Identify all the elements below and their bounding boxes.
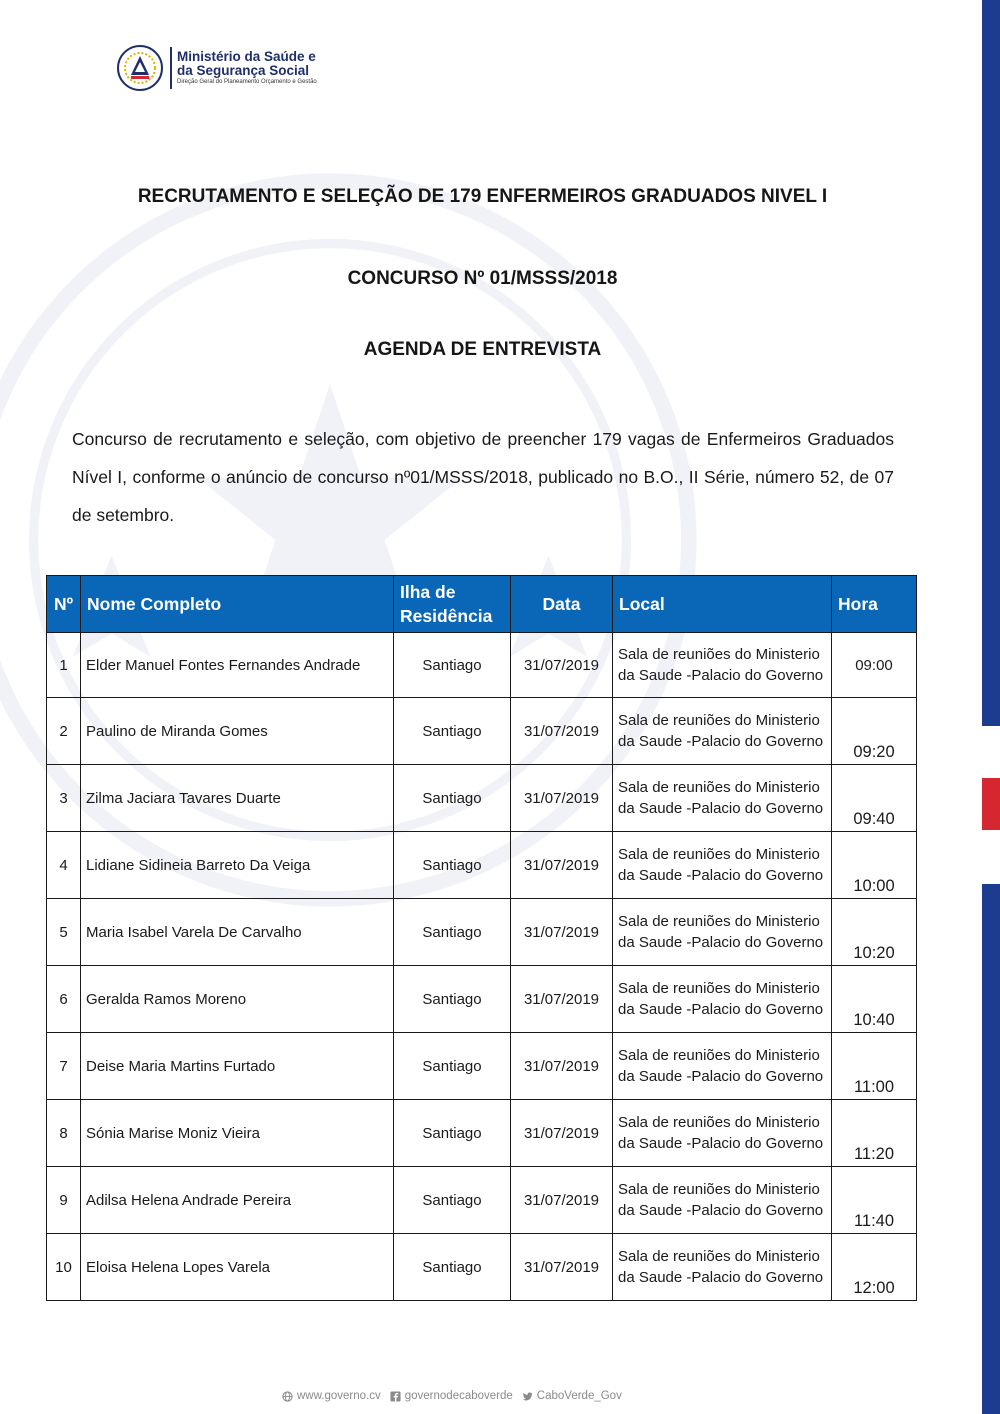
row-number: 7 xyxy=(47,1033,81,1100)
row-date: 31/07/2019 xyxy=(511,1100,613,1167)
header-ilha: Ilha de Residência xyxy=(394,576,511,633)
row-time: 10:20 xyxy=(832,899,917,966)
table-row xyxy=(47,633,917,698)
row-name: Paulino de Miranda Gomes xyxy=(81,698,394,765)
logo-text xyxy=(177,50,317,87)
row-island: Santiago xyxy=(394,1033,511,1100)
facebook-icon xyxy=(390,1391,401,1402)
row-time: 11:20 xyxy=(832,1100,917,1167)
row-island: Santiago xyxy=(394,899,511,966)
row-date: 31/07/2019 xyxy=(511,1234,613,1301)
row-location: Sala de reuniões do Ministerio da Saude -Palacio do Governo xyxy=(613,1100,832,1167)
table-row xyxy=(47,765,917,832)
side-bar-blue-top xyxy=(982,0,1000,726)
row-island: Santiago xyxy=(394,698,511,765)
row-name: Sónia Marise Moniz Vieira xyxy=(81,1100,394,1167)
row-date: 31/07/2019 xyxy=(511,1167,613,1234)
row-location: Sala de reuniões do Ministerio da Saude -Palacio do Governo xyxy=(613,832,832,899)
header-local: Local xyxy=(613,576,832,633)
row-date: 31/07/2019 xyxy=(511,966,613,1033)
row-name: Maria Isabel Varela De Carvalho xyxy=(81,899,394,966)
table-row xyxy=(47,966,917,1033)
row-number: 5 xyxy=(47,899,81,966)
row-island: Santiago xyxy=(394,832,511,899)
row-name: Geralda Ramos Moreno xyxy=(81,966,394,1033)
header-hora: Hora xyxy=(832,576,917,633)
row-time: 12:00 xyxy=(832,1234,917,1301)
row-location: Sala de reuniões do Ministerio da Saude -Palacio do Governo xyxy=(613,899,832,966)
concurso-title: CONCURSO Nº 01/MSSS/2018 xyxy=(347,268,618,289)
row-location: Sala de reuniões do Ministerio da Saude -Palacio do Governo xyxy=(613,966,832,1033)
globe-icon xyxy=(282,1391,293,1402)
twitter-icon xyxy=(522,1391,533,1402)
coat-of-arms-icon xyxy=(116,44,164,92)
row-time: 10:40 xyxy=(832,966,917,1033)
row-island: Santiago xyxy=(394,966,511,1033)
row-number: 9 xyxy=(47,1167,81,1234)
footer-twitter[interactable]: CaboVerde_Gov xyxy=(536,1390,622,1402)
header-nome: Nome Completo xyxy=(81,576,394,633)
table-row xyxy=(47,698,917,765)
row-number: 1 xyxy=(47,633,81,698)
row-name: Adilsa Helena Andrade Pereira xyxy=(81,1167,394,1234)
row-name: Zilma Jaciara Tavares Duarte xyxy=(81,765,394,832)
row-name: Deise Maria Martins Furtado xyxy=(81,1033,394,1100)
row-location: Sala de reuniões do Ministerio da Saude -Palacio do Governo xyxy=(613,698,832,765)
row-name: Elder Manuel Fontes Fernandes Andrade xyxy=(81,633,394,698)
interview-table xyxy=(46,575,917,1301)
main-title: RECRUTAMENTO E SELEÇÃO DE 179 ENFERMEIROS GRADUADOS NIVEL I xyxy=(137,186,828,207)
row-number: 2 xyxy=(47,698,81,765)
row-number: 10 xyxy=(47,1234,81,1301)
agenda-title: AGENDA DE ENTREVISTA xyxy=(363,339,602,360)
row-name: Eloisa Helena Lopes Varela xyxy=(81,1234,394,1301)
row-island: Santiago xyxy=(394,633,511,698)
table-row xyxy=(47,1167,917,1234)
footer xyxy=(282,1390,622,1402)
row-date: 31/07/2019 xyxy=(511,832,613,899)
row-number: 3 xyxy=(47,765,81,832)
logo-line-1: Ministério da Saúde e xyxy=(177,48,316,64)
row-time: 09:00 xyxy=(832,633,917,698)
row-island: Santiago xyxy=(394,1100,511,1167)
logo-line-3: Direção Geral do Planeamento Orçamento e Gestão xyxy=(177,78,317,85)
header-data: Data xyxy=(511,576,613,633)
row-time: 10:00 xyxy=(832,832,917,899)
row-time: 09:40 xyxy=(832,765,917,832)
footer-facebook[interactable]: governodecaboverde xyxy=(404,1390,513,1402)
row-number: 6 xyxy=(47,966,81,1033)
row-name: Lidiane Sidineia Barreto Da Veiga xyxy=(81,832,394,899)
row-location: Sala de reuniões do Ministerio da Saude -Palacio do Governo xyxy=(613,765,832,832)
row-time: 09:20 xyxy=(832,698,917,765)
table-row xyxy=(47,899,917,966)
table-row xyxy=(47,832,917,899)
row-island: Santiago xyxy=(394,765,511,832)
intro-paragraph: Concurso de recrutamento e seleção, com objetivo de preencher 179 vagas de Enfermeiros Graduados Nível I, conforme o anúncio de concurso nº01/MSSS/2018, publicado no B.O., II Série, número 52, de 07 de setembro. xyxy=(72,429,894,525)
row-number: 8 xyxy=(47,1100,81,1167)
footer-website[interactable]: www.governo.cv xyxy=(297,1390,381,1402)
row-time: 11:40 xyxy=(832,1167,917,1234)
row-date: 31/07/2019 xyxy=(511,765,613,832)
table-header-row xyxy=(47,576,917,633)
ministry-logo xyxy=(116,44,317,92)
table-body xyxy=(47,633,917,1301)
row-location: Sala de reuniões do Ministerio da Saude -Palacio do Governo xyxy=(613,1167,832,1234)
side-bar-blue-bottom xyxy=(982,884,1000,1414)
row-location: Sala de reuniões do Ministerio da Saude -Palacio do Governo xyxy=(613,633,832,698)
side-bar-red xyxy=(982,778,1000,830)
table-row xyxy=(47,1234,917,1301)
table-row xyxy=(47,1100,917,1167)
row-date: 31/07/2019 xyxy=(511,1033,613,1100)
row-number: 4 xyxy=(47,832,81,899)
row-date: 31/07/2019 xyxy=(511,899,613,966)
row-date: 31/07/2019 xyxy=(511,698,613,765)
logo-divider xyxy=(170,47,172,89)
row-date: 31/07/2019 xyxy=(511,633,613,698)
row-island: Santiago xyxy=(394,1234,511,1301)
row-location: Sala de reuniões do Ministerio da Saude -Palacio do Governo xyxy=(613,1234,832,1301)
header-num: Nº xyxy=(47,576,81,633)
logo-line-2: da Segurança Social xyxy=(177,62,310,78)
row-time: 11:00 xyxy=(832,1033,917,1100)
table-row xyxy=(47,1033,917,1100)
row-island: Santiago xyxy=(394,1167,511,1234)
row-location: Sala de reuniões do Ministerio da Saude -Palacio do Governo xyxy=(613,1033,832,1100)
